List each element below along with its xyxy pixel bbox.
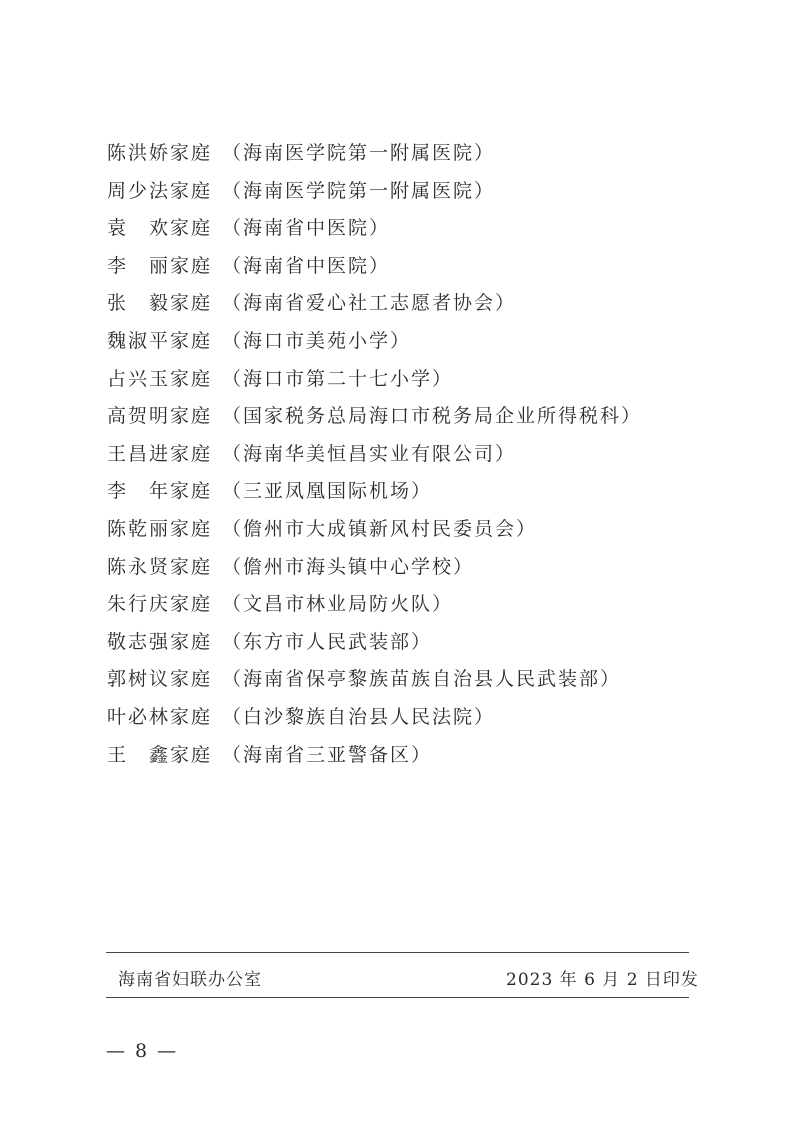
family-organization: （海南省中医院）: [222, 254, 391, 277]
family-organization: （海南省爱心社工志愿者协会）: [222, 292, 517, 315]
list-item: [107, 285, 642, 323]
family-name: 敬志强家庭: [107, 630, 213, 653]
family-organization: （海口市第二十七小学）: [222, 367, 454, 390]
family-organization: （海南华美恒昌实业有限公司）: [222, 442, 517, 465]
family-organization: （海南省中医院）: [222, 217, 391, 240]
family-name: 高贺明家庭: [107, 405, 213, 428]
list-item: [107, 361, 642, 399]
list-item: [107, 323, 642, 361]
family-name: 陈乾丽家庭: [107, 517, 213, 540]
family-organization: （海南省三亚警备区）: [222, 743, 433, 766]
list-item: [107, 210, 642, 248]
family-organization: （儋州市大成镇新风村民委员会）: [222, 517, 538, 540]
family-organization: （国家税务总局海口市税务局企业所得税科）: [222, 405, 643, 428]
family-name: 陈洪娇家庭: [107, 142, 213, 164]
list-item: [107, 248, 642, 286]
page-number: — 8 —: [106, 1040, 179, 1062]
list-item: [107, 661, 642, 699]
family-organization: （海南医学院第一附属医院）: [222, 179, 496, 202]
family-name: 陈永贤家庭: [107, 555, 213, 578]
list-item: [107, 173, 642, 211]
family-name: 李 丽家庭: [107, 254, 213, 277]
family-name: 李 年家庭: [107, 480, 213, 503]
list-item: [107, 135, 642, 173]
list-item: [107, 398, 642, 436]
family-name: 朱行庆家庭: [107, 593, 213, 616]
family-name: 占兴玉家庭: [107, 367, 213, 390]
family-name: 叶必林家庭: [107, 705, 213, 728]
footer-top-rule: [106, 952, 689, 953]
list-item: [107, 511, 642, 549]
list-item: [107, 436, 642, 474]
issuer-label: 海南省妇联办公室: [118, 970, 262, 990]
list-item: [107, 473, 642, 511]
family-organization: （三亚凤凰国际机场）: [222, 480, 433, 503]
family-name: 王 鑫家庭: [107, 743, 213, 766]
list-item: [107, 699, 642, 737]
issue-date: 2023 年 6 月 2 日印发: [506, 970, 699, 990]
family-organization: （海南省保亭黎族苗族自治县人民武装部）: [222, 668, 622, 691]
list-item: [107, 624, 642, 662]
family-list: [107, 135, 642, 774]
family-organization: （海口市美苑小学）: [222, 329, 412, 352]
family-name: 张 毅家庭: [107, 292, 213, 315]
family-name: 王昌进家庭: [107, 442, 213, 465]
family-name: 袁 欢家庭: [107, 217, 213, 240]
family-organization: （文昌市林业局防火队）: [222, 593, 454, 616]
list-item: [107, 737, 642, 775]
family-name: 魏淑平家庭: [107, 329, 213, 352]
family-organization: （东方市人民武装部）: [222, 630, 433, 653]
family-organization: （海南医学院第一附属医院）: [222, 142, 496, 164]
list-item: [107, 586, 642, 624]
family-name: 郭树议家庭: [107, 668, 213, 691]
family-organization: （白沙黎族自治县人民法院）: [222, 705, 496, 728]
list-item: [107, 549, 642, 587]
footer-bottom-rule: [106, 997, 689, 998]
family-organization: （儋州市海头镇中心学校）: [222, 555, 475, 578]
family-name: 周少法家庭: [107, 179, 213, 202]
